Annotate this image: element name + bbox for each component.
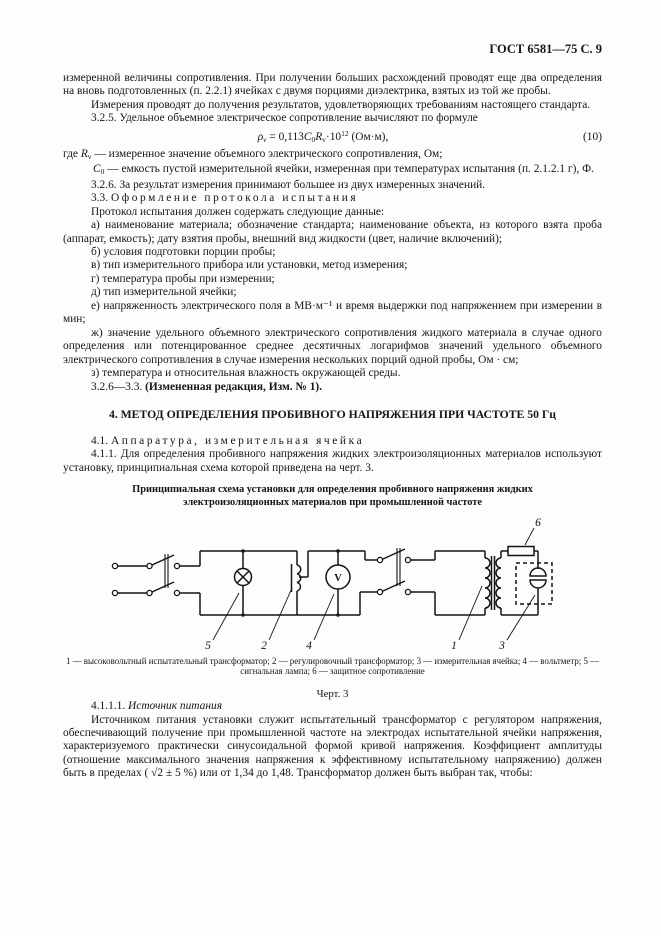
where-c-line: $C_0$ — емкость пустой измерительной ячейки, измеренная при температурах испытания (п. 2.1.2.1 г), Ф.: [93, 163, 594, 177]
formula-10: [63, 127, 602, 147]
clause-3-3-heading: 3.3. Оформление протокола испытания: [91, 192, 359, 205]
clause-4-1-heading: 4.1. Аппаратура, измерительная ячейка: [91, 434, 365, 447]
protocol-intro: Протокол испытания должен содержать следующие данные:: [91, 205, 385, 218]
where-r-line: где $R_v$ — измеренное значение объемного электрического сопротивления, Ом;: [63, 147, 443, 161]
callout-5: 5: [204, 639, 211, 652]
protocol-item-b: б) условия подготовки порции пробы;: [91, 245, 276, 258]
protocol-item-e: е) напряженность электрического поля в МВ·м⁻¹ и время выдержки под напряжением при измерении в мин;: [63, 299, 602, 326]
callout-4: 4: [305, 639, 312, 652]
formula-number: (10): [583, 130, 602, 143]
protocol-item-d: д) тип измерительной ячейки;: [91, 286, 237, 299]
circuit-diagram: [88, 514, 578, 654]
protocol-item-v: в) тип измерительного прибора или установки, метод измерения;: [91, 259, 408, 272]
hv-switch-icon: [377, 548, 435, 615]
input-terminals-icon: [112, 563, 152, 595]
svg-text:V: V: [333, 572, 342, 584]
test-transformer-icon: [435, 551, 501, 615]
measuring-cell-icon: [501, 563, 552, 615]
paragraph-measurements: Измерения проводят до получения результатов, удовлетворяющих требованиям настоящего стандарта.: [91, 98, 591, 111]
figure-callouts: [205, 517, 541, 652]
signal-lamp-icon: [234, 549, 251, 617]
formula-expression: $\rho_v = 0,113C_0R_v\cdot 10^{12}$ (Ом·м),: [257, 128, 389, 144]
paragraph-intro: измеренной величины сопротивления. При получении больших расхождений проводят еще два определения на вновь подготовленных (п. 2.2.1) ячейках с двумя порциями диэлектрика, взятых из той же пробы.: [63, 72, 602, 98]
callout-3: 3: [498, 639, 505, 652]
figure-label: Черт. 3: [316, 688, 349, 701]
protocol-item-a: а) наименование материала; обозначение стандарта; наименование объекта, из которого взята проба (аппарат, емкость); дату взятия пробы, внешний вид жидкости (цвет, наличие включений);: [63, 219, 602, 245]
voltmeter-icon: [326, 549, 350, 617]
protocol-item-g: г) температура пробы при измерении;: [91, 272, 275, 285]
clause-4-1-1-1-heading: 4.1.1.1. Источник питания: [91, 700, 222, 713]
main-switch-icon: [152, 551, 200, 615]
protocol-item-zh: ж) значение удельного объемного электрического сопротивления жидкого материала в случае одного определения или потенцированное среднее десятичных логарифмов значений удельного объемного электрического сопротивления в случае измерения нескольких порций одной пробы, Ом · см;: [63, 326, 602, 366]
page-header: ГОСТ 6581—75 С. 9: [489, 42, 602, 56]
protective-resistor-icon: [501, 546, 538, 569]
callout-2: 2: [260, 639, 267, 652]
protocol-item-z: з) температура и относительная влажность окружающей среды.: [91, 367, 401, 380]
callout-1: 1: [450, 639, 457, 652]
figure-title: Принципиальная схема установки для определения пробивного напряжения жидких электроизоляционных материалов при промышленной частоте: [132, 484, 533, 508]
power-source-paragraph: Источником питания установки служит испытательный трансформатор с регулятором напряжения, обеспечивающий получение при промышленной частоте на электродах испытательной ячейки напряжения, характеризуемого практически синусоидальной формой кривой напряжения. Коэффициент амплитуды (отношение максимального значения напряжения к эффективному испытательному напряжению) должен быть в пределах ( √2 ± 5 %) или от 1,34 до 1,48. Трансформатор должен быть выбран так, чтобы:: [63, 713, 602, 780]
section-4-heading: 4. МЕТОД ОПРЕДЕЛЕНИЯ ПРОБИВНОГО НАПРЯЖЕНИЯ ПРИ ЧАСТОТЕ 50 Гц: [108, 407, 557, 421]
clause-3-2-6: 3.2.6. За результат измерения принимают большее из двух измеренных значений.: [91, 178, 486, 191]
figure-caption: 1 — высоковольтный испытательный трансформатор; 2 — регулировочный трансформатор; 3 — измерительная ячейка; 4 — вольтметр; 5 — сигнальная лампа; 6 — защитное сопротивление: [66, 655, 599, 677]
amendment-note: 3.2.6—3.3. (Измененная редакция, Изм. № 1).: [91, 380, 323, 393]
clause-4-1-1: 4.1.1. Для определения пробивного напряжения жидких электроизоляционных материалов используют установку, принципиальная схема которой приведена на черт. 3.: [63, 448, 602, 474]
regulating-transformer-icon: [291, 551, 308, 615]
clause-3-2-5: 3.2.5. Удельное объемное электрическое сопротивление вычисляют по формуле: [91, 112, 478, 125]
callout-6: 6: [534, 516, 541, 529]
